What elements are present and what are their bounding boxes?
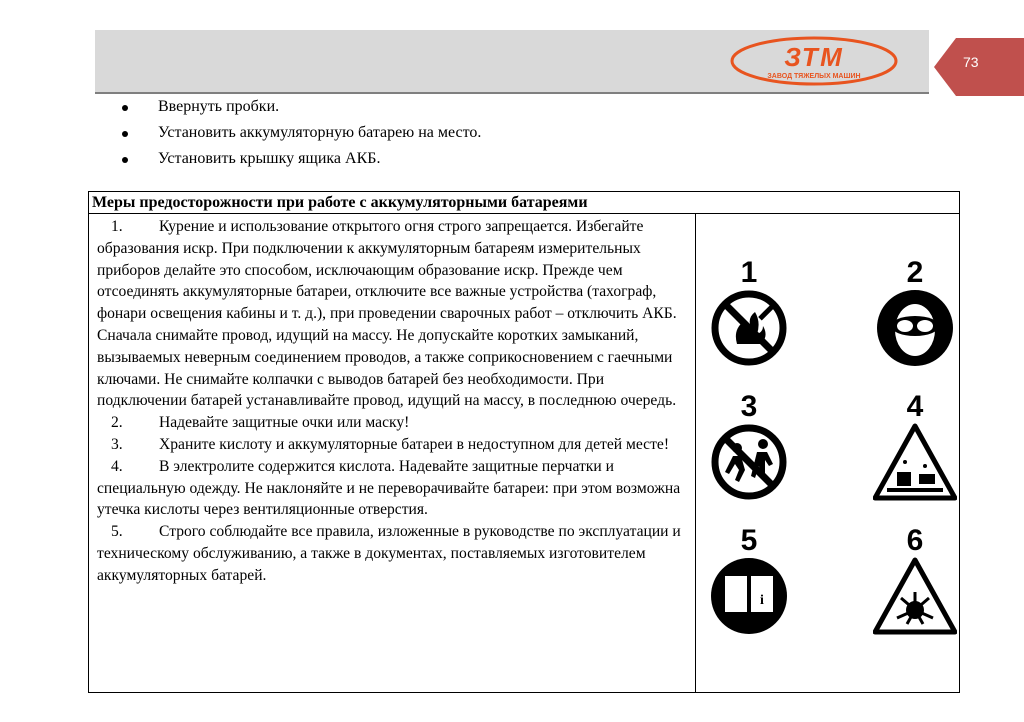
svg-text:5: 5 xyxy=(740,524,758,557)
precautions-text xyxy=(97,216,687,587)
list-item: Установить крышку ящика АКБ. xyxy=(118,146,481,172)
column-divider xyxy=(695,214,696,692)
safety-table xyxy=(88,191,960,693)
table-title: Меры предосторожности при работе с аккумуляторными батареями xyxy=(89,192,959,214)
svg-text:2: 2 xyxy=(906,256,924,289)
bullet-list xyxy=(118,94,481,172)
no-fire-icon xyxy=(707,252,791,370)
page-number: 73 xyxy=(963,54,979,70)
bullet-icon xyxy=(122,157,128,163)
precaution-item: 3. Храните кислоту и аккумуляторные батареи в недоступном для детей месте! xyxy=(111,435,670,453)
svg-text:ЗТМ: ЗТМ xyxy=(784,42,844,72)
svg-text:1: 1 xyxy=(740,256,758,289)
safety-signs xyxy=(707,252,957,652)
explosive-warning-icon xyxy=(873,520,957,638)
company-logo xyxy=(730,36,898,86)
svg-text:4: 4 xyxy=(906,390,924,423)
list-item: Ввернуть пробки. xyxy=(118,94,481,120)
bullet-icon xyxy=(122,105,128,111)
svg-text:i: i xyxy=(760,593,764,608)
keep-away-children-icon xyxy=(707,386,791,504)
precaution-item: 2. Надевайте защитные очки или маску! xyxy=(111,414,410,432)
read-manual-icon xyxy=(707,520,791,638)
list-item: Установить аккумуляторную батарею на место. xyxy=(118,120,481,146)
svg-text:ЗАВОД ТЯЖЕЛЫХ МАШИН: ЗАВОД ТЯЖЕЛЫХ МАШИН xyxy=(767,73,861,80)
svg-text:6: 6 xyxy=(906,524,924,557)
precaution-item: 4. В электролите содержится кислота. Надевайте защитные перчатки и специальную одежду. Не наклоняйте и не переворачивайте батареи: при этом возможна утечка кислоты через вентиляционные отверстия. xyxy=(97,457,681,519)
svg-text:3: 3 xyxy=(740,390,758,423)
page-number-tab xyxy=(934,38,1024,96)
precaution-item: 1. Курение и использование открытого огня строго запрещается. Избегайте образования искр. При подключении к аккумуляторным батареям измерительных приборов делайте это способом, исключающим образование искр. Прежде чем отсоединять аккумуляторные батареи, отключите все важные устройства (тахограф, фонари освещения кабины и т. д.), при проведении сварочных работ – отключить АКБ. Сначала снимайте провод, идущий на массу. Не допускайте коротких замыканий, вызываемых неверным соединением проводов, а также соприкосновением с гаечными ключами. Не снимайте колпачки с выводов батарей без необходимости. При подключении батарей устанавливайте провод, идущий на массу, в последнюю очередь. xyxy=(97,218,677,410)
precaution-item: 5. Строго соблюдайте все правила, изложенные в руководстве по эксплуатации и техническому обслуживанию, а также в документах, поставляемых изготовителем аккумуляторных батарей. xyxy=(97,523,681,584)
bullet-icon xyxy=(122,131,128,137)
goggles-icon xyxy=(873,252,957,370)
corrosive-warning-icon xyxy=(873,386,957,504)
